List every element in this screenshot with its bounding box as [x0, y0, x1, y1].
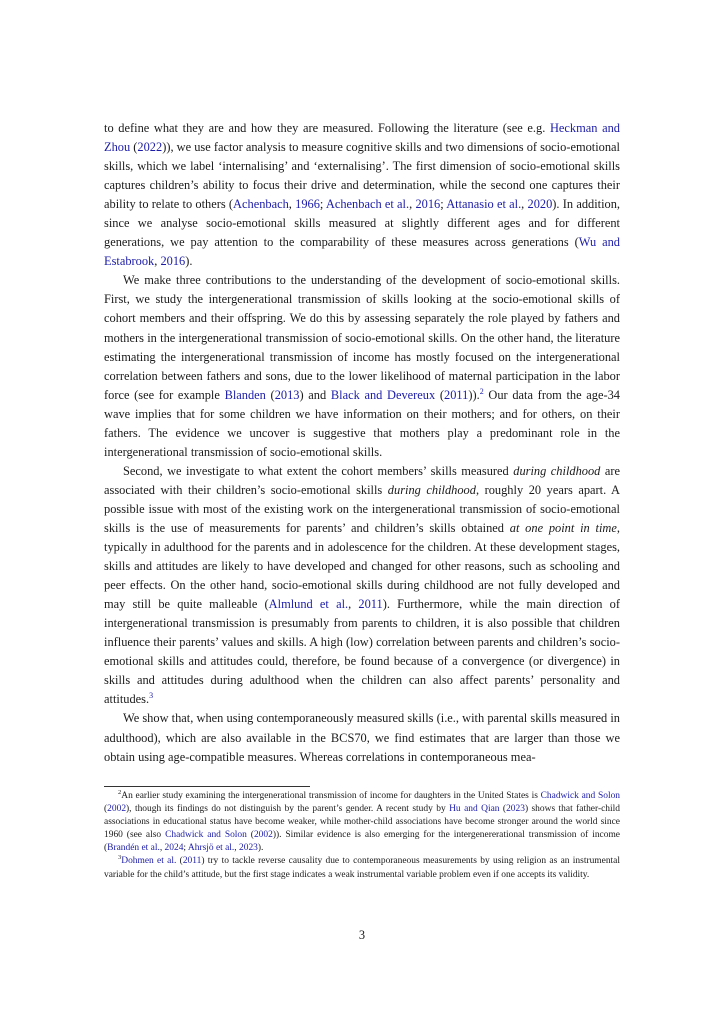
- citation-link[interactable]: 2016: [415, 197, 441, 212]
- text-run: (: [176, 856, 183, 867]
- text-run: to define what they are and how they are measured. Following the literature (see e.g.: [104, 121, 550, 135]
- footnote-marker[interactable]: 3: [149, 691, 154, 701]
- citation-link[interactable]: Ahrsjö et al.: [187, 843, 235, 854]
- paragraph: [104, 462, 620, 710]
- text-run: )), we use factor analysis to measure cognitive skills and two dimensions of socio-emotional skills, which we label ‘internalising’ and ‘externalising’. The first dimension of socio-emotional skills captures children’s ability to focus their drive and determination, while the second one captures their ability to relate to others (: [104, 140, 620, 212]
- text-run: (: [246, 830, 254, 841]
- text-run: ).: [185, 254, 193, 269]
- citation-link[interactable]: Wu and Estabrook: [104, 235, 620, 269]
- text-run: ). Furthermore, while the main direction of intergenerational transmission is presumably from parents to children, it is also possible that children influence their parents’ values and skills. A high (low) correlation between parents and children’s socio-emotional skills and attitudes could, therefore, be found because of a convergence (or divergence) in skills and attitudes during adulthood when the children can also affect parents’ personality and attitudes.: [104, 597, 620, 707]
- text-run: ,: [288, 197, 296, 212]
- text-run: )).: [468, 387, 480, 402]
- text-run: ) shows that father-child associations in educational status have become weaker, while mother-child associations have become stronger around the world since 1960 (see also: [104, 804, 620, 841]
- text-run: We make three contributions to the understanding of the development of socio-emotional skills. First, we study the intergenerational transmission of skills looking at the socio-emotional skills of cohort members and their offspring. We do this by assessing separately the role played by fathers and mothers in the intergenerational transmission of socio-emotional skills. On the other hand, the literature estimating the intergenerational transmission of income has mostly focused on the intergenerational correlation between fathers and sons, due to the lower likelihood of maternal participation in the labor force (see for example: [104, 273, 620, 402]
- citation-link[interactable]: 2011: [182, 856, 202, 867]
- footnote-number: 2: [118, 789, 122, 796]
- paragraph: [104, 119, 620, 271]
- citation-link[interactable]: 2013: [274, 387, 300, 402]
- text-run: , typically in adulthood for the parents and in adolescence for the children. At these development stages, skills and attitudes are likely to have developed and changed for other reasons, such as schooling and peer effects. On the other hand, socio-emotional skills during childhood are not fully developed and may still be quite malleable (: [104, 520, 620, 612]
- text-run: are associated with their children’s socio-emotional skills: [104, 463, 621, 497]
- text-run: ,: [521, 197, 528, 212]
- citation-link[interactable]: 1966: [295, 197, 320, 212]
- citation-link[interactable]: Black and Devereux: [330, 387, 436, 402]
- text-run: , roughly 20 years apart. A possible issue with most of the existing work on the intergenerational transmission of socio-emotional skills is the use of measurements for parents’ and children’s skills obtained: [104, 482, 620, 535]
- text-run: ,: [234, 843, 239, 854]
- citation-link[interactable]: Brandén et al.: [107, 843, 160, 854]
- text-run: (: [104, 804, 108, 815]
- citation-link[interactable]: Heckman and Zhou: [104, 121, 620, 155]
- text-run: ), though its findings do not distinguish by the parent’s gender. A recent study by: [126, 804, 450, 815]
- text-run: ) and: [299, 387, 331, 402]
- citation-link[interactable]: 2022: [137, 140, 163, 155]
- emphasis-text: during childhood: [387, 482, 476, 497]
- citation-link[interactable]: 2023: [506, 804, 525, 815]
- text-run: (: [265, 387, 275, 402]
- text-run: (: [435, 387, 445, 402]
- text-run: (: [499, 804, 507, 815]
- text-run: ). In addition, since we analyse socio-emotional skills measured at slightly different ages and for different generations, we pay attention to the comparability of these measures across generations (: [104, 197, 621, 250]
- text-run: We show that, when using contemporaneously measured skills (i.e., with parental skills measured in adulthood), which are also available in the BCS70, we find estimates that are larger than those we obtain using age-compatible measures. Whereas correlations in contemporaneous mea-: [104, 711, 620, 764]
- text-run: ).: [257, 843, 264, 854]
- citation-link[interactable]: 2023: [239, 843, 258, 854]
- citation-link[interactable]: Attanasio et al.: [446, 197, 522, 212]
- citation-link[interactable]: Almlund et al.: [268, 597, 349, 612]
- citation-link[interactable]: 2002: [107, 804, 127, 815]
- citation-link[interactable]: Dohmen et al.: [121, 856, 177, 867]
- footnote-rule: [104, 786, 310, 787]
- text-run: (: [130, 140, 138, 155]
- text-run: )). Similar evidence is also emerging for the intergenererational transmission of income (: [104, 830, 620, 854]
- text-run: ;: [319, 197, 326, 212]
- text-run: ;: [183, 843, 188, 854]
- citation-link[interactable]: Hu and Qian: [449, 804, 500, 815]
- emphasis-text: during childhood: [513, 463, 601, 478]
- citation-link[interactable]: 2024: [164, 843, 184, 854]
- citation-link[interactable]: Achenbach et al.: [325, 197, 410, 212]
- text-run: ,: [154, 254, 161, 269]
- citation-link[interactable]: 2011: [358, 597, 383, 612]
- citation-link[interactable]: 2002: [253, 830, 273, 841]
- body-text: [104, 119, 620, 767]
- page-number: 3: [358, 928, 366, 942]
- footnote-number: 3: [118, 854, 122, 862]
- footnotes: [104, 790, 620, 882]
- text-run: Second, we investigate to what extent the cohort members’ skills measured: [123, 463, 514, 478]
- text-run: ,: [348, 597, 359, 612]
- citation-link[interactable]: 2016: [160, 254, 186, 269]
- text-run: ,: [159, 843, 165, 854]
- emphasis-text: at one point in time: [509, 520, 617, 535]
- text-run: Our data from the age-34 wave implies that for some children we have information on their mothers; and for others, on their fathers. The evidence we uncover is suggestive that mothers play a predominant role in the intergenerational transmission of socio-emotional skills.: [104, 387, 620, 459]
- citation-link[interactable]: Chadwick and Solon: [165, 830, 247, 841]
- citation-link[interactable]: Achenbach: [233, 197, 289, 212]
- paragraph: [104, 271, 620, 461]
- text-run: ) try to tackle reverse causality due to contemporaneous measurements by using religion as an instrumental variable for the child’s attitude, but the first stage indicates a weak instrumental variable problem even if one accepts its validity.: [104, 856, 620, 880]
- footnote: [104, 790, 620, 855]
- text-run: ;: [440, 197, 447, 212]
- citation-link[interactable]: 2011: [444, 387, 469, 402]
- paragraph: [104, 709, 620, 766]
- footnote-marker[interactable]: 2: [479, 386, 484, 396]
- footnote: [104, 855, 620, 881]
- citation-link[interactable]: 2020: [527, 197, 553, 212]
- citation-link[interactable]: Chadwick and Solon: [540, 791, 621, 801]
- text-run: ,: [409, 197, 416, 212]
- citation-link[interactable]: Blanden: [224, 387, 266, 402]
- text-run: An earlier study examining the intergenerational transmission of income for daughters in the United States is: [121, 791, 541, 801]
